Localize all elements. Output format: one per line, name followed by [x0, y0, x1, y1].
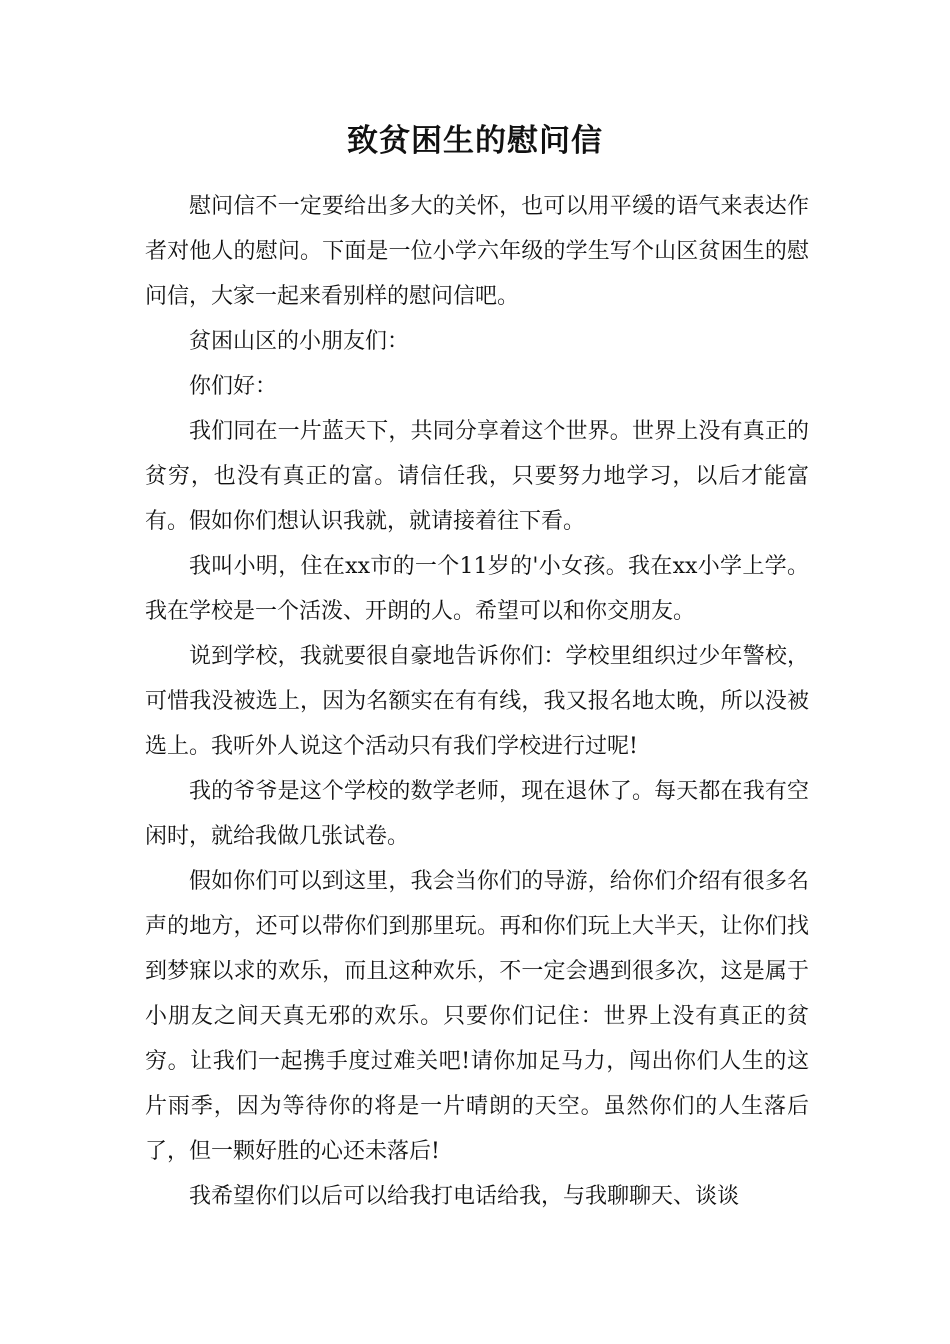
document-title: 致贫困生的慰问信: [347, 123, 603, 159]
paragraph-body-3: 说到学校，我就要很自豪地告诉你们：学校里组织过少年警校，可惜我没被选上，因为名额实在有有线，我又报名地太晚，所以没被选上。我听外人说这个活动只有我们学校进行过呢!: [145, 644, 809, 759]
paragraph-intro: 慰问信不一定要给出多大的关怀，也可以用平缓的语气来表达作者对他人的慰问。下面是一位小学六年级的学生写个山区贫困生的慰问信，大家一起来看别样的慰问信吧。: [145, 194, 809, 309]
paragraph-body-6: 我希望你们以后可以给我打电话给我，与我聊聊天、谈谈: [189, 1184, 740, 1209]
paragraph-body-2: 我叫小明，住在xx市的一个11岁的'小女孩。我在xx小学上学。我在学校是一个活泼、开朗的人。希望可以和你交朋友。: [145, 554, 809, 624]
paragraph-body-4: 我的爷爷是这个学校的数学老师，现在退休了。每天都在我有空闲时，就给我做几张试卷。: [145, 779, 809, 849]
paragraph-body-1: 我们同在一片蓝天下，共同分享着这个世界。世界上没有真正的贫穷，也没有真正的富。请信任我，只要努力地学习，以后才能富有。假如你们想认识我就，就请接着往下看。: [145, 419, 809, 534]
paragraph-salutation: 贫困山区的小朋友们：: [189, 329, 410, 354]
document-body: [145, 184, 809, 1219]
paragraph-body-5: 假如你们可以到这里，我会当你们的导游，给你们介绍有很多名声的地方，还可以带你们到那里玩。再和你们玩上大半天，让你们找到梦寐以求的欢乐，而且这种欢乐，不一定会遇到很多次，这是属于小朋友之间天真无邪的欢乐。只要你们记住：世界上没有真正的贫穷。让我们一起携手度过难关吧!请你加足马力，闯出你们人生的这片雨季，因为等待你的将是一片晴朗的天空。虽然你们的人生落后了，但一颗好胜的心还未落后!: [145, 869, 809, 1164]
paragraph-greeting: 你们好：: [189, 374, 278, 399]
